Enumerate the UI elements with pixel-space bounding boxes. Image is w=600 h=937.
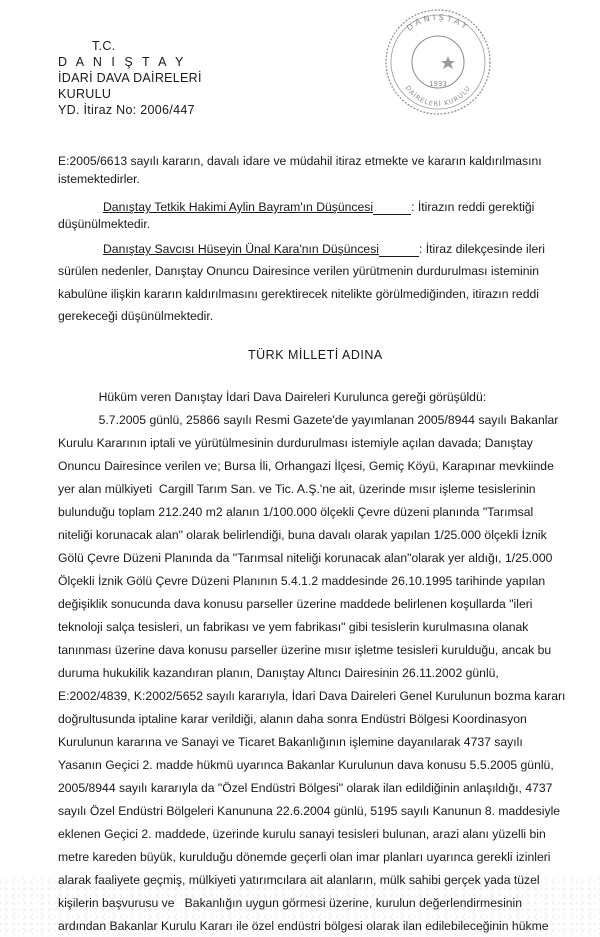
intro-line-1: E:2005/6613 sayılı kararın, davalı idare ve müdahil itiraz etmekte ve kararın kaldırılmasını — [58, 154, 542, 168]
body-line: Gölü Çevre Düzeni Planında da "Tarımsal niteliği korunacak alan"olarak yer aldığı, 1/25.000 — [58, 551, 553, 565]
opinion-2-line-2: sürülen nedenler, Danıştay Onuncu Dairesince verilen yürütmenin durdurulması isteminin — [58, 264, 539, 278]
heading-underline-fill — [373, 213, 411, 215]
section-title: TÜRK MİLLETİ ADINA — [248, 348, 383, 362]
seal-year: 1933 — [429, 80, 447, 88]
body-line: Kurulunun kararına ve Sanayi ve Ticaret Bakanlığının işlemine dayanılarak 4737 sayılı — [58, 735, 523, 749]
body-line: eklenen Geçici 2. maddede, üzerinde kurulu sanayi tesisleri bulunan, arazi alanı yüzelli bin — [58, 827, 546, 841]
header-board-line2: KURULU — [58, 87, 112, 101]
opinion-1-line-1 — [103, 200, 534, 215]
opinion-2-heading: Danıştay Savcısı Hüseyin Ünal Kara'nın Düşüncesi — [103, 242, 379, 256]
body-line: doğrultusunda iptaline karar verildiği, alanın daha sonra Endüstri Bölgesi Koordinasyon — [58, 712, 527, 726]
body-line: Ölçekli İznik Gölü Çevre Düzeni Planının 5.4.1.2 maddesinde 26.10.1995 tarihinde yapılan — [58, 574, 546, 588]
body-line: Kurulu Kararının iptali ve yürütülmesinin durdurulması istemiyle açılan davada; Danıştay — [58, 436, 533, 450]
opinion-2-line-4: gerekeceği düşünülmektedir. — [58, 309, 214, 323]
header-court: D A N I Ş T A Y — [58, 55, 187, 69]
body-line: niteliği korunacak alan" olarak belirlendiği, buna davalı olarak yapılan 1/25.000 ölçekli İznik — [58, 528, 547, 542]
opinion-1-heading: Danıştay Tetkik Hakimi Aylin Bayram'ın Düşüncesi — [103, 200, 374, 214]
opinion-2-line-1 — [103, 242, 545, 257]
seal-outer-text: DANIŞTAY — [405, 12, 472, 33]
body-line: teknoloji salça tesisleri, un fabrikası ve yem fabrikası" gibi tesislerin kurulmasına olanak — [58, 620, 529, 634]
body-line: E:2002/4839, K:2002/5652 sayılı kararıyla, İdari Dava Daireleri Genel Kurulunun bozma kararı — [58, 689, 566, 703]
body-line: ardından Bakanlar Kurulu Kararı ile özel endüstri bölgesi olarak ilan edilebileceğinin hükme — [58, 919, 549, 933]
opinion-2-line1-rest: : İtiraz dilekçesinde ileri — [419, 242, 545, 256]
intro-line-2: istemektedirler. — [58, 172, 140, 186]
body-line: değişiklik sonucunda dava konusu parseller üzerine maddede belirlenen koşullarda "ileri — [58, 597, 533, 611]
body-line: bulunduğu toplam 212.240 m2 alanın 1/100.000 ölçekli Çevre düzeni planında "Tarımsal — [58, 505, 534, 519]
heading-underline-fill — [379, 255, 419, 257]
body-line: 2005/8944 sayılı kararıyla da "Özel Endüstri Bölgesi" olarak ilan edildiğinin anlaşıldığı, 4737 — [58, 781, 553, 795]
seal-inner-text: DAİRELERİ KURULU — [403, 84, 473, 109]
opinion-2-line-3: kabulüne ilişkin kararın kaldırılmasını gerektirecek nitelikte görülmediğinden, itirazın reddi — [58, 287, 539, 301]
header-tc: T.C. — [92, 39, 116, 53]
body-line: tanınması üzerine dava konusu parseller üzerine mısır işletme tesisleri kurulduğu, ancak bu — [58, 643, 552, 657]
body-line: kişilerin başvurusu ve Bakanlığın uygun görmesi üzerine, kurulun değerlendirmesinin — [58, 896, 523, 910]
court-seal-stamp — [382, 6, 494, 118]
header-board: İDARİ DAVA DAİRELERİ — [58, 71, 202, 85]
body-line: duruma hukukilik kazandıran planın, Danıştay Altıncı Dairesinin 26.11.2002 günlü, — [58, 666, 499, 680]
body-line: Onuncu Dairesince verilen ve; Bursa İli, Orhangazi İlçesi, Gemiç Köyü, Karapınar mevkiinde — [58, 459, 554, 473]
opinion-1-line1-rest: : İtirazın reddi gerektiği — [411, 200, 535, 214]
seal-icon — [382, 6, 494, 118]
body-line: sayılı Özel Endüstri Bölgeleri Kanununa 22.6.2004 günlü, 5195 sayılı Kanunun 8. maddesiyle — [58, 804, 561, 818]
body-line: Hüküm veren Danıştay İdari Dava Daireleri Kurulunca gereği görüşüldü: — [58, 390, 487, 404]
body-line: Yasanın Geçici 2. madde hükmü uyarınca Bakanlar Kurulunun dava konusu 5.5.2005 günlü, — [58, 758, 554, 772]
body-line: 5.7.2005 günlü, 25866 sayılı Resmi Gazete'de yayımlanan 2005/8944 sayılı Bakanlar — [58, 413, 559, 427]
body-line: alarak faaliyete geçmiş, mülkiyeti yatırımcılara ait alanların, mülk sahibi gerçek yada tüzel — [58, 873, 540, 887]
header-reference: YD. İtiraz No: 2006/447 — [58, 103, 195, 117]
body-line: metre kareden büyük, kurulduğu dönemde geçerli olan imar planları uyarınca gerekli izinleri — [58, 850, 551, 864]
body-line: yer alan mülkiyeti Cargill Tarım San. ve Tic. A.Ş.'ne ait, üzerinde mısır işleme tesislerinin — [58, 482, 536, 496]
document-header — [58, 38, 202, 118]
opinion-1-line-2: düşünülmektedir. — [58, 217, 151, 231]
